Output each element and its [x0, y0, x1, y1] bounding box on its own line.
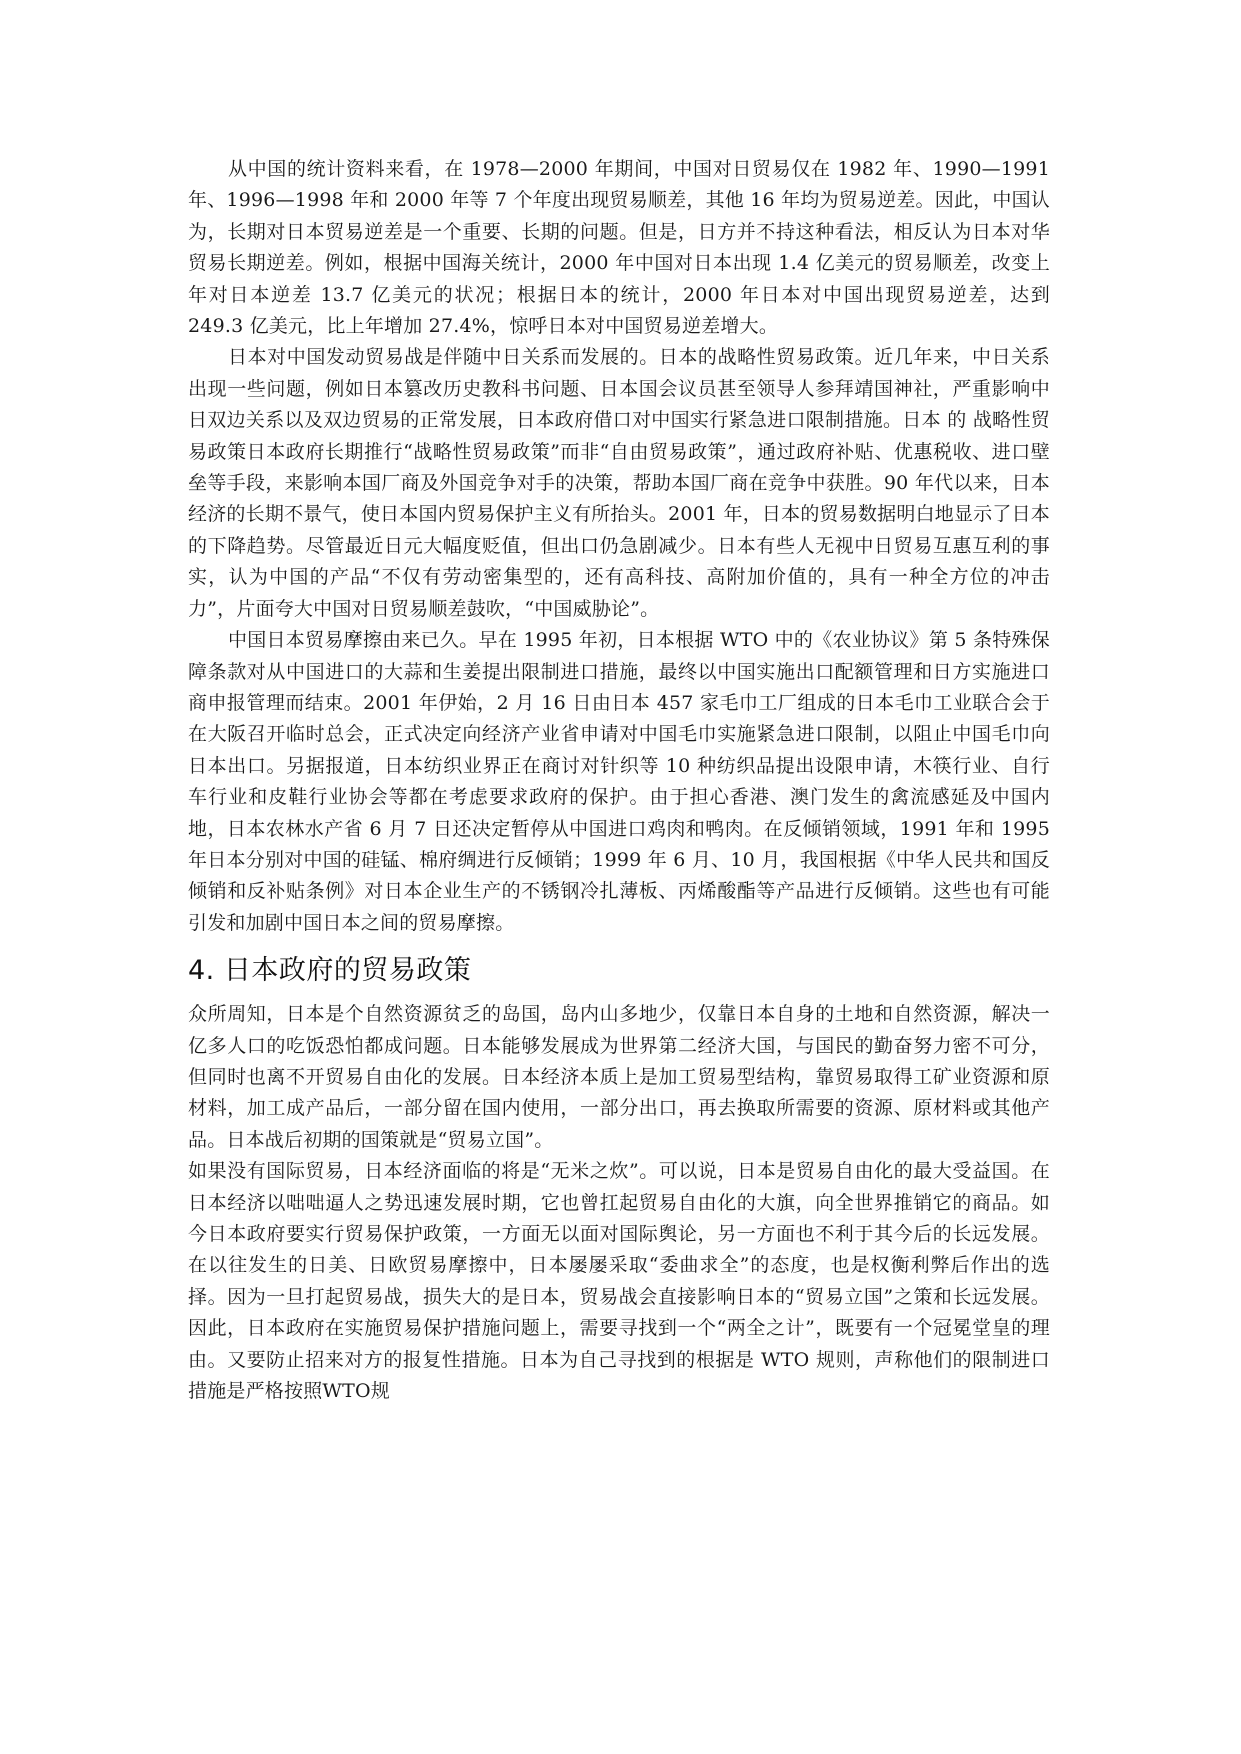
paragraph-trade-liberalization: 如果没有国际贸易，日本经济面临的将是“无米之炊”。可以说，日本是贸易自由化的最大受益国。在日本经济以咄咄逼人之势迅速发展时期，它也曾扛起贸易自由化的大旗，向全世界推销它的商品。如今日本政府要实行贸易保护政策，一方面无以面对国际舆论，另一方面也不利于其今后的长远发展。在以往发生的日美、日欧贸易摩擦中，日本屡屡采取“委曲求全”的态度，也是权衡利弊后作出的选择。因为一旦打起贸易战，损失大的是日本，贸易战会直接影响日本的“贸易立国”之策和长远发展。因此，日本政府在实施贸易保护措施问题上，需要寻找到一个“两全之计”，既要有一个冠冕堂皇的理由。又要防止招来对方的报复性措施。日本为自己寻找到的根据是 WTO 规则，声称他们的限制进口措施是严格按照WTO规	[188, 1160, 1050, 1403]
document-body	[188, 154, 1050, 1407]
paragraph-trade-friction-history: 中国日本贸易摩擦由来已久。早在 1995 年初，日本根据 WTO 中的《农业协议》第 5 条特殊保障条款对从中国进口的大蒜和生姜提出限制进口措施，最终以中国实施出口配额管理和日方实施进口商申报管理而结束。2001 年伊始，2 月 16 日由日本 457 家毛巾工厂组成的日本毛巾工业联合会于在大阪召开临时总会，正式决定向经济产业省申请对中国毛巾实施紧急进口限制，以阻止中国毛巾向日本出口。另据报道，日本纺织业界正在商讨对针织等 10 种纺织品提出设限申请，木筷行业、自行车行业和皮鞋行业协会等都在考虑要求政府的保护。由于担心香港、澳门发生的禽流感延及中国内地，日本农林水产省 6 月 7 日还决定暂停从中国进口鸡肉和鸭肉。在反倾销领域，1991 年和 1995 年日本分别对中国的硅锰、棉府绸进行反倾销；1999 年 6 月、10 月，我国根据《中华人民共和国反倾销和反补贴条例》对日本企业生产的不锈钢冷扎薄板、丙烯酸酯等产品进行反倾销。这些也有可能引发和加剧中国日本之间的贸易摩擦。	[188, 629, 1050, 934]
paragraph-strategic-trade-policy: 日本对中国发动贸易战是伴随中日关系而发展的。日本的战略性贸易政策。近几年来，中日关系出现一些问题，例如日本篡改历史教科书问题、日本国会议员甚至领导人参拜靖国神社，严重影响中日双边关系以及双边贸易的正常发展，日本政府借口对中国实行紧急进口限制措施。日本 的 战略性贸易政策日本政府长期推行“战略性贸易政策”而非“自由贸易政策”，通过政府补贴、优惠税收、进口壁垒等手段，来影响本国厂商及外国竞争对手的决策，帮助本国厂商在竞争中获胜。90 年代以来，日本经济的长期不景气，使日本国内贸易保护主义有所抬头。2001 年，日本的贸易数据明白地显示了日本的下降趋势。尽管最近日元大幅度贬值，但出口仍急剧减少。日本有些人无视中日贸易互惠互利的事实，认为中国的产品“不仅有劳动密集型的，还有高科技、高附加价值的，具有一种全方位的冲击力”，片面夸大中国对日贸易顺差鼓吹，“中国威胁论”。	[188, 346, 1050, 620]
paragraph-trade-statistics: 从中国的统计资料来看，在 1978—2000 年期间，中国对日贸易仅在 1982 年、1990—1991 年、1996—1998 年和 2000 年等 7 个年度出现贸易顺差，其他 16 年均为贸易逆差。因此，中国认为，长期对日本贸易逆差是一个重要、长期的问题。但是，日方并不持这种看法，相反认为日本对华贸易长期逆差。例如，根据中国海关统计，2000 年中国对日本出现 1.4 亿美元的贸易顺差，改变上年对日本逆差 13.7 亿美元的状况；根据日本的统计，2000 年日本对中国出现贸易逆差，达到 249.3 亿美元，比上年增加 27.4%，惊呼日本对中国贸易逆差增大。	[188, 158, 1050, 338]
section-heading: 4. 日本政府的贸易政策	[188, 955, 472, 987]
paragraph-resource-poor-island: 众所周知，日本是个自然资源贫乏的岛国，岛内山多地少，仅靠日本自身的土地和自然资源，解决一亿多人口的吃饭恐怕都成问题。日本能够发展成为世界第二经济大国，与国民的勤奋努力密不可分，但同时也离不开贸易自由化的发展。日本经济本质上是加工贸易型结构，靠贸易取得工矿业资源和原材料，加工成产品后，一部分留在国内使用，一部分出口，再去换取所需要的资源、原材料或其他产品。日本战后初期的国策就是“贸易立国”。	[188, 1003, 1050, 1151]
